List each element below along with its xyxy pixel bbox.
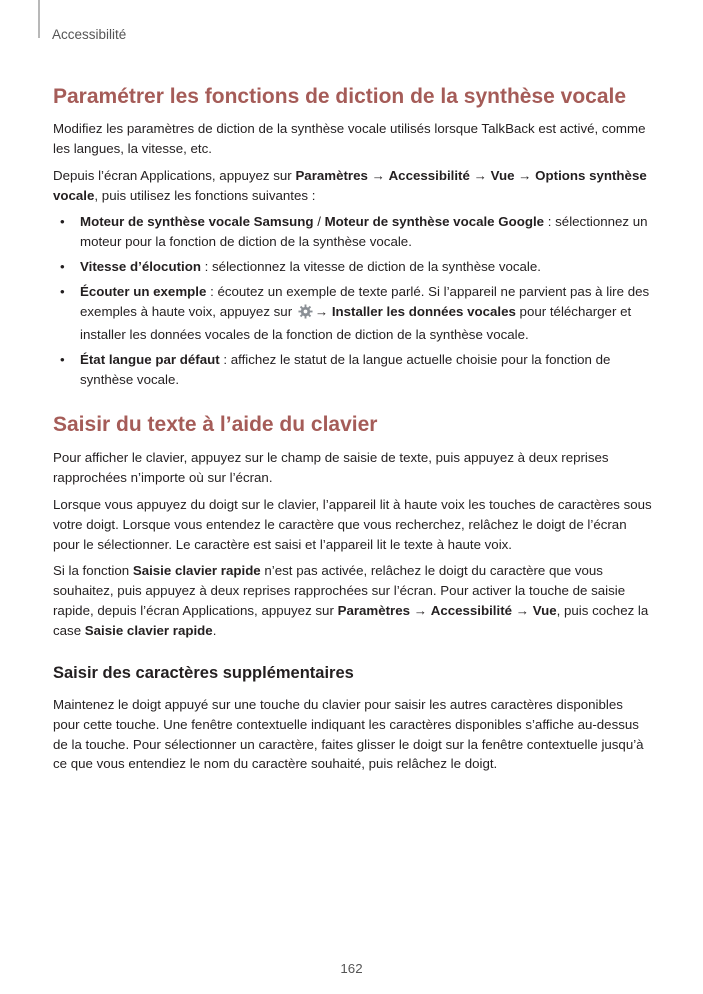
list-item: • État langue par défaut : affichez le statut de la langue actuelle choisie pour la fonction de synthèse vocale. <box>60 351 611 387</box>
header-rule <box>38 0 40 38</box>
menu-vision: Vue <box>490 168 515 184</box>
tts-options-list <box>53 212 653 390</box>
page-content <box>53 84 653 774</box>
menu-tts-options: Options synthèse vocale <box>53 168 647 204</box>
menu-settings: Paramètres <box>295 168 368 184</box>
page-number: 162 <box>340 961 363 976</box>
tts-intro-paragraph: Modifiez les paramètres de diction de la synthèse vocale utilisés lorsque TalkBack est activé, comme les langues, la vitesse, etc. <box>53 121 646 157</box>
subsection-title-extra-chars: Saisir des caractères supplémentaires <box>53 664 354 683</box>
header-title: Accessibilité <box>52 27 127 42</box>
list-item: • Vitesse d’élocution : sélectionnez la vitesse de diction de la synthèse vocale. <box>60 258 541 274</box>
gear-icon <box>298 304 313 325</box>
section-title-tts: Paramétrer les fonctions de diction de la synthèse vocale <box>53 85 627 108</box>
list-item: • Moteur de synthèse vocale Samsung / Moteur de synthèse vocale Google : sélectionnez un moteur pour la fonction de diction de la synthèse vocale. <box>60 214 648 249</box>
keyboard-paragraph-3: Si la fonction Saisie clavier rapide n’est pas activée, relâchez le doigt du caractère que vous souhaitez, puis appuyez à deux reprises rapprochées sur l’écran. Pour activer la touche de saisie rapide, depuis l’écran Applications, appuyez sur Paramètres → Accessibilité → Vue, puis cochez la case Saisie clavier rapide. <box>53 563 649 639</box>
tts-path-paragraph: Depuis l’écran Applications, appuyez sur Paramètres → Accessibilité → Vue → Options synthèse vocale, puis utilisez les fonctions suivantes : <box>53 168 647 204</box>
extra-chars-paragraph: Maintenez le doigt appuyé sur une touche du clavier pour saisir les autres caractères disponibles pour cette touche. Une fenêtre contextuelle indiquant les caractères disponibles s’affiche au-dessus de la touche. Pour sélectionner un caractère, faites glisser le doigt sur la fenêtre contextuelle jusqu’à ce que vous entendiez le nom du caractère souhaité, puis relâchez le doigt. <box>53 696 644 772</box>
list-item: • Écouter un exemple : écoutez un exemple de texte parlé. Si l’appareil ne parvient pas à lire des exemples à haute voix, appuyez sur → Installer les données vocales pour télécharger et installer les données vocales de la fonction de diction de la synthèse vocale. <box>60 283 650 342</box>
menu-accessibility: Accessibilité <box>388 168 470 184</box>
section-title-keyboard: Saisir du texte à l’aide du clavier <box>53 412 378 436</box>
keyboard-paragraph-1: Pour afficher le clavier, appuyez sur le champ de saisie de texte, puis appuyez à deux reprises rapprochées n’importe où sur l’écran. <box>53 449 609 485</box>
keyboard-paragraph-2: Lorsque vous appuyez du doigt sur le clavier, l’appareil lit à haute voix les touches de caractères sous votre doigt. Lorsque vous entendez le caractère que vous recherchez, relâchez le doigt de l’écran pour le sélectionner. Le caractère est saisi et l’appareil lit le texte à haute voix. <box>53 496 652 552</box>
